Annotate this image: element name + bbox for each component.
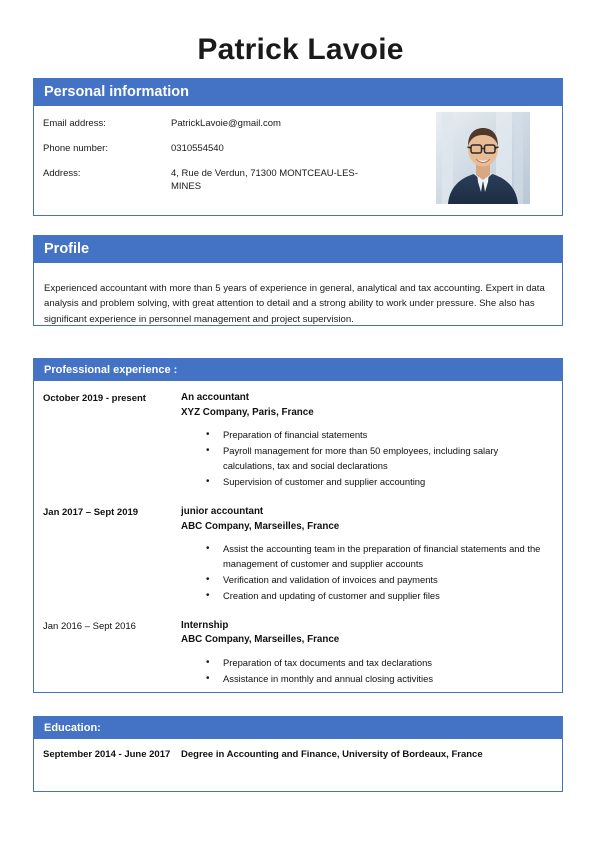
section-header-personal-information [33,78,563,106]
experience-bullet-list [181,542,552,603]
list-item: • Preparation of tax documents and tax declarations [206,656,552,671]
field-label-email: Email address: [43,118,106,129]
page-title: Patrick Lavoie [197,33,404,66]
list-item: • Verification and validation of invoices and payments [206,573,552,588]
experience-entry [34,391,562,491]
profile-summary-text: Experienced accountant with more than 5 years of experience in general, analytical and tax accounting. Expert in data analysis and problem solving, with great attention to detail and a strong ability to work under pressure. She also has significant experience in personnel management and project supervision. [44,282,545,325]
list-item: • Assist the accounting team in the preparation of financial statements and the management of customer and supplier accounts [206,542,552,572]
list-item: • Assistance in monthly and annual closing activities [206,672,552,687]
experience-role: An accountant [181,392,250,403]
field-value-email: PatrickLavoie@gmail.com [171,118,281,129]
list-item: • Creation and updating of customer and supplier files [206,589,552,604]
section-professional-experience [33,358,563,693]
section-education [33,716,563,792]
section-title-text: Education: [44,721,101,734]
section-title-text: Personal information [44,84,190,100]
experience-date: Jan 2016 – Sept 2016 [43,620,136,632]
field-value-phone: 0310554540 [171,142,224,154]
portrait-photo-icon [436,112,530,204]
section-body-education [33,739,563,792]
section-personal-information [33,78,563,216]
list-item: • Payroll management for more than 50 employees, including salary calculations, tax and social declarations [206,444,552,474]
section-header-profile [33,235,563,263]
education-entry [34,748,562,762]
experience-company: ABC Company, Marseilles, France [181,520,340,532]
experience-details [181,505,562,605]
experience-details [181,391,562,491]
education-degree: Degree in Accounting and Finance, University of Bordeaux, France [181,749,483,760]
field-label-address: Address: [43,167,81,179]
experience-company: ABC Company, Marseilles, France [181,634,340,646]
experience-date: Jan 2017 – Sept 2019 [43,506,139,518]
section-title-text: Professional experience : [44,363,178,376]
experience-details [181,619,562,688]
experience-bullet-list [181,428,552,489]
experience-company: XYZ Company, Paris, France [181,406,314,418]
avatar [436,112,530,204]
section-body-profile [33,263,563,326]
section-title-text: Profile [44,241,90,257]
education-date: September 2014 - June 2017 [43,749,171,760]
field-label-phone: Phone number: [43,142,108,154]
experience-bullet-list [181,656,552,687]
list-item: • Supervision of customer and supplier accounting [206,475,552,490]
experience-entry [34,505,562,605]
section-header-professional-experience [33,358,563,381]
list-item: • Preparation of financial statements [206,428,552,443]
experience-role: junior accountant [181,505,264,517]
experience-date: October 2019 - present [43,393,146,404]
section-body-personal-information [33,106,563,216]
section-body-professional-experience [33,381,563,693]
experience-entry [34,619,562,688]
section-header-education [33,716,563,739]
section-profile [33,235,563,326]
field-value-address: 4, Rue de Verdun, 71300 MONTCEAU-LES-MINES [171,167,358,193]
experience-role: Internship [181,619,229,631]
